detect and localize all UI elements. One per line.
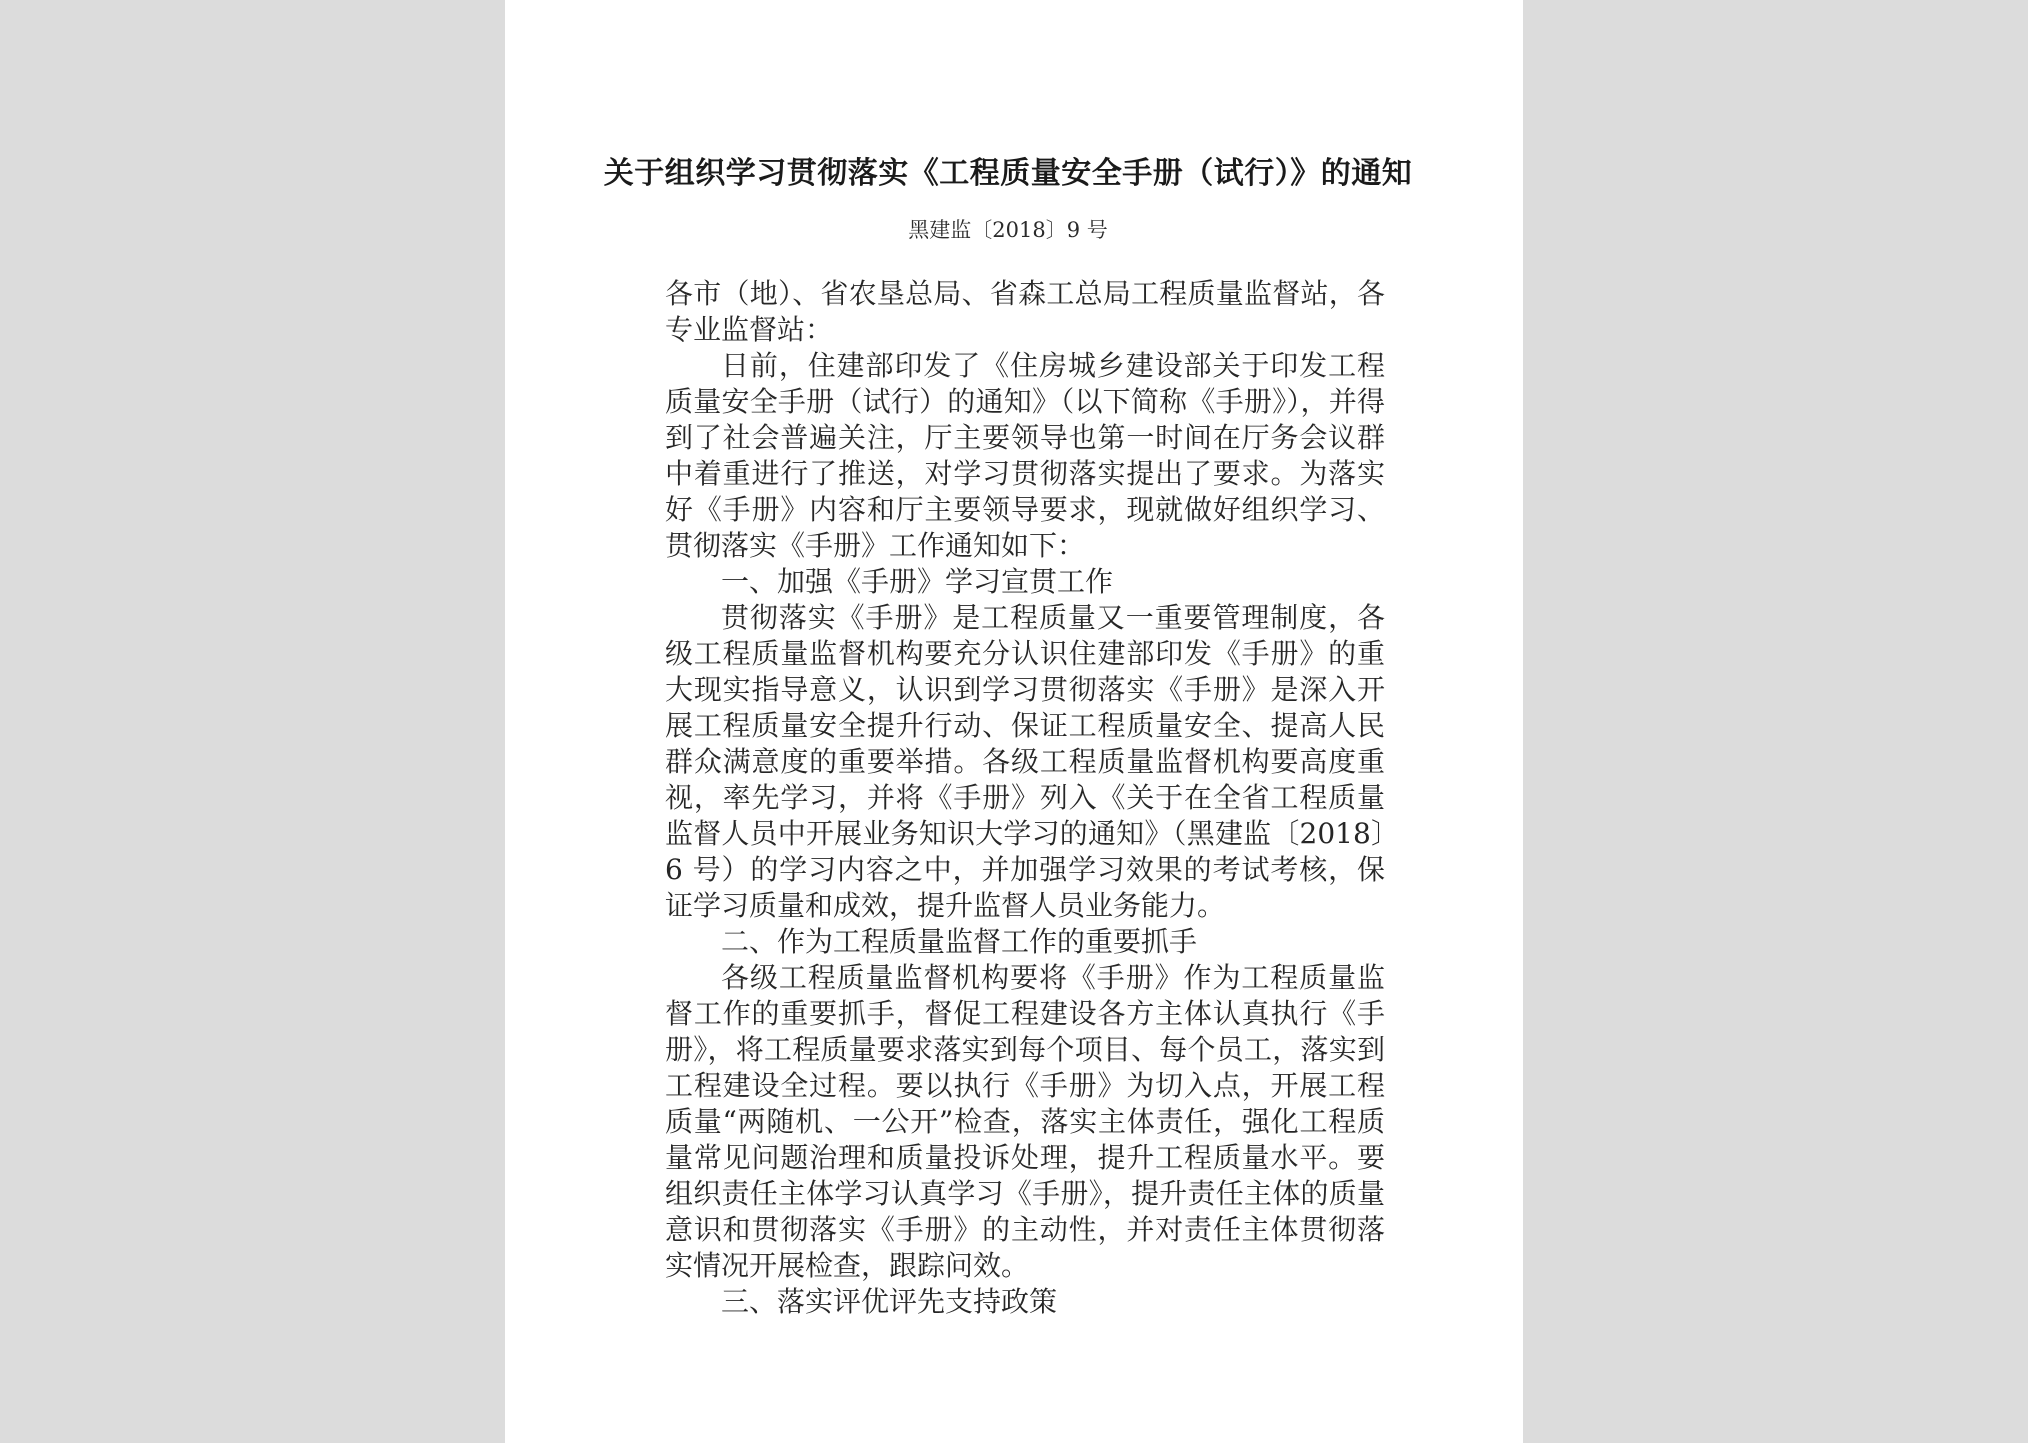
document-title: 关于组织学习贯彻落实《工程质量安全手册（试行）》的通知 bbox=[603, 156, 1413, 191]
section-paragraph-2: 各级工程质量监督机构要将《手册》作为工程质量监督工作的重要抓手，督促工程建设各方主体认真执行《手册》，将工程质量要求落实到每个项目、每个员工，落实到工程建设全过程。要以执行《手册》为切入点，开展工程质量“两随机、一公开”检查，落实主体责任，强化工程质量常见问题治理和质量投诉处理，提升工程质量水平。要组织责任主体学习认真学习《手册》，提升责任主体的质量意识和贯彻落实《手册》的主动性，并对责任主体贯彻落实情况开展检查，跟踪问效。 bbox=[665, 961, 1385, 1282]
section-heading-1: 一、加强《手册》学习宣贯工作 bbox=[721, 565, 1114, 598]
document-number: 黑建监〔2018〕9 号 bbox=[908, 218, 1108, 242]
document-body bbox=[665, 276, 1385, 1320]
intro-paragraph: 日前，住建部印发了《住房城乡建设部关于印发工程质量安全手册（试行）的通知》（以下简称《手册》），并得到了社会普遍关注，厅主要领导也第一时间在厅务会议群中着重进行了推送，对学习贯彻落实提出了要求。为落实好《手册》内容和厅主要领导要求，现就做好组织学习、贯彻落实《手册》工作通知如下： bbox=[665, 349, 1385, 562]
addressee: 各市（地）、省农垦总局、省森工总局工程质量监督站，各专业监督站： bbox=[665, 277, 1385, 346]
section-paragraph-1: 贯彻落实《手册》是工程质量又一重要管理制度，各级工程质量监督机构要充分认识住建部印发《手册》的重大现实指导意义，认识到学习贯彻落实《手册》是深入开展工程质量安全提升行动、保证工程质量安全、提高人民群众满意度的重要举措。各级工程质量监督机构要高度重视，率先学习，并将《手册》列入《关于在全省工程质量监督人员中开展业务知识大学习的通知》（黑建监〔2018〕6 号）的学习内容之中，并加强学习效果的考试考核，保证学习质量和成效，提升监督人员业务能力。 bbox=[665, 601, 1385, 922]
document-page bbox=[505, 0, 1523, 1443]
section-heading-2: 二、作为工程质量监督工作的重要抓手 bbox=[721, 925, 1198, 958]
section-heading-3: 三、落实评优评先支持政策 bbox=[721, 1285, 1058, 1318]
